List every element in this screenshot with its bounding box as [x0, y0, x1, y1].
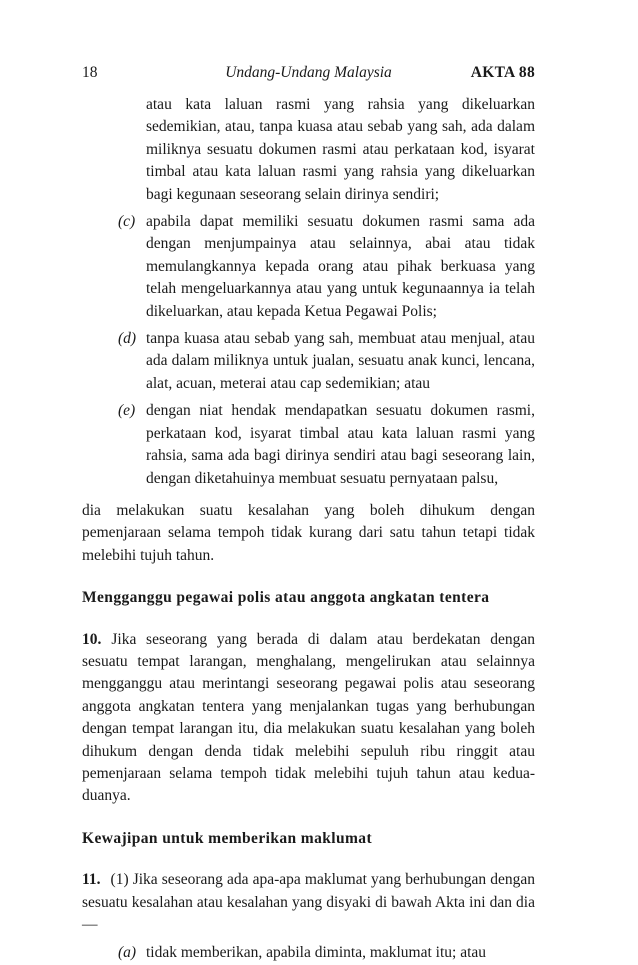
sub-item-a — [82, 942, 535, 964]
section-10-paragraph — [82, 629, 535, 808]
section-11-paragraph — [82, 869, 535, 936]
list-item-c — [82, 211, 535, 323]
section-text: (1) Jika seseorang ada apa-apa maklumat yang berhubungan dengan sesuatu kesalahan atau kesalahan yang disyaki di bawah Akta ini dan dia— — [82, 871, 535, 933]
act-number: 88 — [518, 64, 535, 81]
sub-item-text: tidak memberikan, apabila diminta, maklumat itu; atau — [146, 944, 487, 962]
item-label: (e) — [118, 402, 136, 420]
sub-item-label: (a) — [118, 944, 137, 962]
section-11-heading: Kewajipan untuk memberikan maklumat — [82, 829, 373, 847]
item-text: tanpa kuasa atau sebab yang sah, membuat atau menjual, atau ada dalam miliknya untuk jualan, sesuatu anak kunci, lencana, alat, acuan, meterai atau cap sedemikian; atau — [146, 330, 535, 392]
item-label: (c) — [118, 213, 136, 231]
closing-paragraph: dia melakukan suatu kesalahan yang boleh dihukum dengan pemenjaraan selama tempoh tidak kurang dari satu tahun tetapi tidak melebihi tujuh tahun. — [82, 501, 535, 564]
item-text: dengan niat hendak mendapatkan sesuatu dokumen rasmi, perkataan kod, isyarat timbal atau kata laluan rasmi yang rahsia, sama ada bagi dirinya sendiri atau bagi seseorang lain, dengan diketahuinya membuat sesuatu pernyataan palsu, — [146, 402, 535, 487]
section-number: 11. — [82, 871, 101, 889]
page-number: 18 — [82, 64, 98, 81]
section-number: 10. — [82, 630, 102, 648]
page-header — [82, 62, 535, 84]
act-word: AKTA — [470, 64, 515, 81]
item-label: (d) — [118, 330, 137, 348]
section-10-heading: Mengganggu pegawai polis atau anggota angkatan tentera — [82, 589, 490, 607]
act-label — [471, 62, 535, 84]
item-text: apabila dapat memiliki sesuatu dokumen rasmi sama ada dengan menjumpainya atau selainnya, abai atau tidak memulangkannya kepada orang atau pihak berkuasa yang telah mengeluarkannya atau yang untuk kegunaannya ia telah dikeluarkan, atau kepada Ketua Pegawai Polis; — [146, 213, 535, 320]
list-item-e — [82, 400, 535, 490]
body-text — [82, 94, 535, 965]
running-title: Undang-Undang Malaysia — [225, 64, 392, 81]
section-text: Jika seseorang yang berada di dalam atau berdekatan dengan sesuatu tempat larangan, menghalang, mengelirukan atau selainnya mengganggu atau merintangi seseorang pegawai polis atau seseorang anggota angkatan tentera yang menjalankan tugas yang berhubungan dengan tempat larangan itu, dia melakukan suatu kesalahan yang boleh dihukum dengan denda tidak melebihi sepuluh ribu ringgit atau pemenjaraan selama tempoh tidak melebihi tujuh tahun atau kedua-duanya. — [82, 630, 535, 805]
continuation-paragraph: atau kata laluan rasmi yang rahsia yang dikeluarkan sedemikian, atau, tanpa kuasa atau sebab yang sah, ada dalam miliknya sesuatu dokumen rasmi atau perkataan kod, isyarat timbal atau kata laluan rasmi yang rahsia yang dikeluarkan bagi kegunaan seseorang selain dirinya sendiri; — [146, 96, 535, 203]
list-item-d — [82, 328, 535, 395]
